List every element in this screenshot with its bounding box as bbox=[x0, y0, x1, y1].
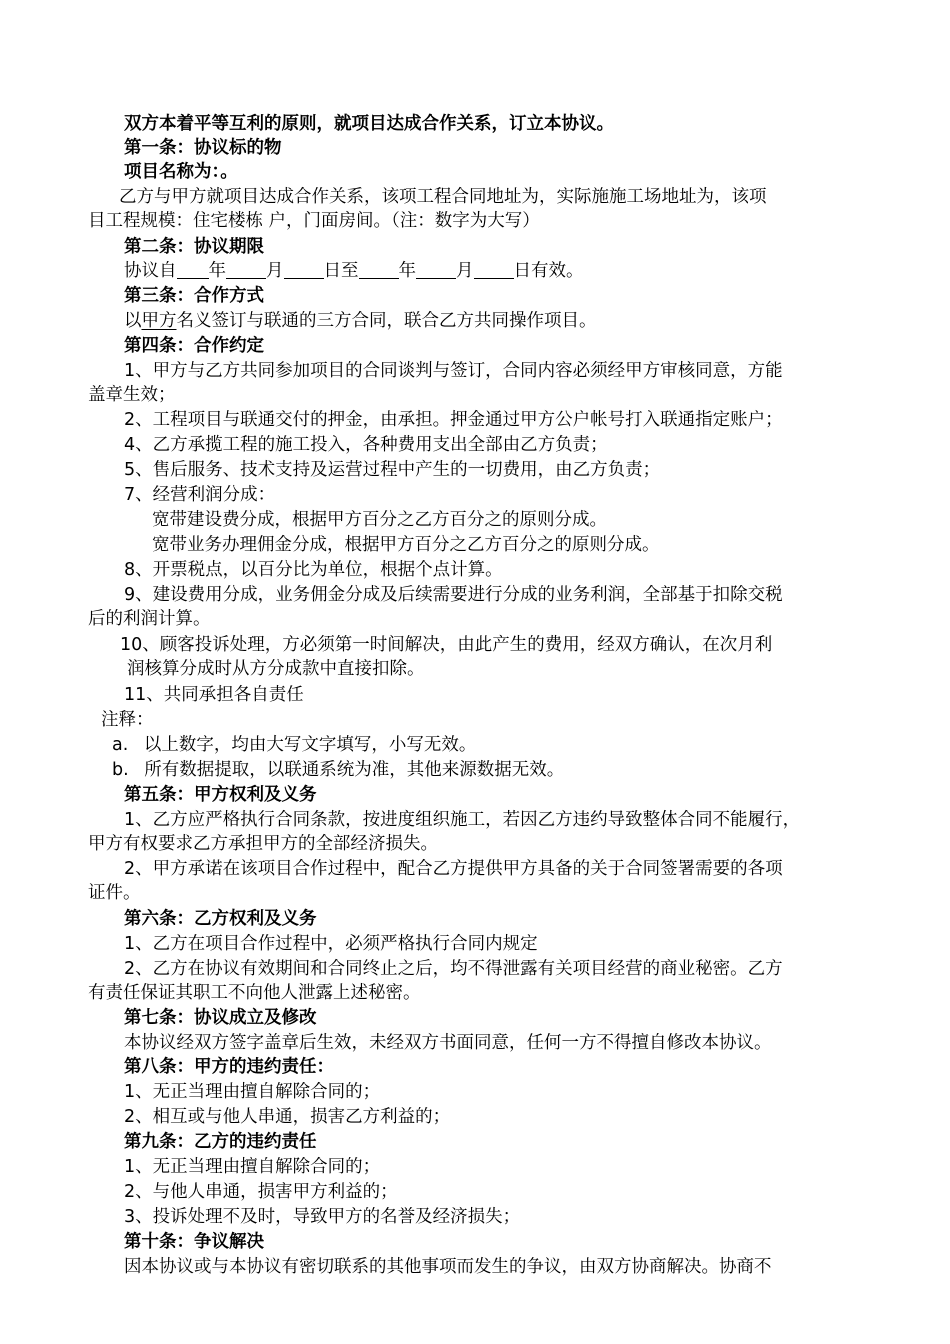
article-4-item-5: 5、售后服务、技术支持及运营过程中产生的一切费用，由乙方负责； bbox=[124, 460, 661, 480]
agreement-period-line bbox=[124, 259, 584, 283]
article-9-title: 第九条：乙方的违约责任 bbox=[124, 1132, 317, 1152]
end-day-label: 日 bbox=[513, 261, 531, 281]
article-4-item-10-line-1: 10、顾客投诉处理，方必须第一时间解决，由此产生的费用，经双方确认，在次月利 bbox=[120, 635, 773, 655]
article-7-paragraph: 本协议经双方签字盖章后生效，未经双方书面同意，任何一方不得擅自修改本协议。 bbox=[124, 1033, 772, 1053]
period-prefix: 协议自 bbox=[124, 261, 177, 281]
note-b-marker: b. bbox=[112, 760, 129, 780]
end-day-blank[interactable] bbox=[474, 259, 514, 279]
article-10-title: 第十条：争议解决 bbox=[124, 1232, 264, 1252]
article-6-item-2-line-1: 2、乙方在协议有效期间和合同终止之后，均不得泄露有关项目经营的商业秘密。乙方 bbox=[124, 959, 783, 979]
article-4-item-2: 2、工程项目与联通交付的押金，由承担。押金通过甲方公户帐号打入联通指定账户； bbox=[124, 410, 783, 430]
article-9-item-3: 3、投诉处理不及时，导致甲方的名誉及经济损失； bbox=[124, 1207, 521, 1227]
end-month-blank[interactable] bbox=[416, 259, 456, 279]
project-name-line: 项目名称为：。 bbox=[124, 162, 238, 182]
article-4-item-9-line-2: 后的利润计算。 bbox=[88, 609, 211, 629]
note-a-marker: a. bbox=[112, 735, 129, 755]
article-7-title: 第七条：协议成立及修改 bbox=[124, 1008, 317, 1028]
article-3-title: 第三条：合作方式 bbox=[124, 286, 264, 306]
article-6-item-1: 1、乙方在项目合作过程中，必须严格执行合同内规定 bbox=[124, 934, 538, 954]
start-month-blank[interactable] bbox=[226, 259, 266, 279]
article-9-item-2: 2、与他人串通，损害甲方利益的； bbox=[124, 1182, 398, 1202]
article-6-title: 第六条：乙方权利及义务 bbox=[124, 909, 317, 929]
article-1-paragraph-line-1: 乙方与甲方就项目达成合作关系，该项工程合同地址为，实际施施工场地址为，该项 bbox=[119, 187, 767, 207]
end-year-blank[interactable] bbox=[359, 259, 399, 279]
note-a-text: 以上数字，均由大写文字填写，小写无效。 bbox=[143, 735, 477, 755]
note-b bbox=[112, 758, 564, 782]
note-b-text: 所有数据提取，以联通系统为准，其他来源数据无效。 bbox=[144, 760, 565, 780]
article-5-item-1-line-2: 甲方有权要求乙方承担甲方的全部经济损失。 bbox=[88, 834, 438, 854]
period-suffix: 有效。 bbox=[531, 261, 584, 281]
party-a-underlined: 甲方 bbox=[141, 311, 177, 331]
article-5-title: 第五条：甲方权利及义务 bbox=[124, 785, 317, 805]
start-day-label: 日 bbox=[323, 261, 341, 281]
end-year-label: 年 bbox=[398, 261, 416, 281]
article-4-item-11: 11、共同承担各自责任 bbox=[124, 685, 304, 705]
article-4-item-4: 4、乙方承揽工程的施工投入，各种费用支出全部由乙方负责； bbox=[124, 435, 608, 455]
start-year-blank[interactable] bbox=[177, 259, 209, 279]
period-to: 至 bbox=[341, 261, 359, 281]
notes-title: 注释： bbox=[101, 710, 154, 730]
article-5-item-2-line-2: 证件。 bbox=[88, 883, 141, 903]
start-year-label: 年 bbox=[208, 261, 226, 281]
intro-text: 双方本着平等互利的原则，就项目达成合作关系，订立本协议。 bbox=[124, 114, 614, 134]
article-4-item-7-sub-a: 宽带建设费分成，根据甲方百分之乙方百分之的原则分成。 bbox=[152, 510, 607, 530]
cooperation-post: 名义签订与联通的三方合同，联合乙方共同操作项目。 bbox=[176, 311, 597, 331]
article-2-title: 第二条：协议期限 bbox=[124, 237, 264, 257]
article-4-item-1-line-2: 盖章生效； bbox=[88, 385, 176, 405]
article-4-item-1-line-1: 1、甲方与乙方共同参加项目的合同谈判与签订，合同内容必须经甲方审核同意，方能 bbox=[124, 361, 783, 381]
article-4-item-8: 8、开票税点，以百分比为单位，根据个点计算。 bbox=[124, 560, 503, 580]
article-8-title: 第八条：甲方的违约责任： bbox=[124, 1057, 334, 1077]
article-6-item-2-line-2: 有责任保证其职工不向他人泄露上述秘密。 bbox=[88, 983, 421, 1003]
article-10-paragraph: 因本协议或与本协议有密切联系的其他事项而发生的争议，由双方协商解决。协商不 bbox=[124, 1257, 772, 1277]
start-day-blank[interactable] bbox=[284, 259, 324, 279]
article-4-title: 第四条：合作约定 bbox=[124, 336, 264, 356]
cooperation-pre: 以 bbox=[124, 311, 142, 331]
article-9-item-1: 1、无正当理由擅自解除合同的； bbox=[124, 1157, 381, 1177]
note-a bbox=[112, 733, 476, 757]
article-1-title: 第一条：协议标的物 bbox=[124, 138, 282, 158]
end-month-label: 月 bbox=[456, 261, 474, 281]
article-4-item-7: 7、经营利润分成： bbox=[124, 485, 276, 505]
article-5-item-1-line-1: 1、乙方应严格执行合同条款，按进度组织施工，若因乙方违约导致整体合同不能履行， bbox=[124, 810, 801, 830]
article-8-item-1: 1、无正当理由擅自解除合同的； bbox=[124, 1082, 381, 1102]
start-month-label: 月 bbox=[266, 261, 284, 281]
cooperation-method-line bbox=[124, 309, 597, 333]
article-4-item-7-sub-b: 宽带业务办理佣金分成，根据甲方百分之乙方百分之的原则分成。 bbox=[152, 535, 660, 555]
article-4-item-9-line-1: 9、建设费用分成，业务佣金分成及后续需要进行分成的业务利润，全部基于扣除交税 bbox=[124, 585, 783, 605]
article-4-item-10-line-2: 润核算分成时从方分成款中直接扣除。 bbox=[127, 659, 425, 679]
article-1-paragraph-line-2: 目工程规模：住宅楼栋 户，门面房间。（注：数字为大写） bbox=[88, 211, 540, 231]
article-5-item-2-line-1: 2、甲方承诺在该项目合作过程中，配合乙方提供甲方具备的关于合同签署需要的各项 bbox=[124, 859, 783, 879]
article-8-item-2: 2、相互或与他人串通，损害乙方利益的； bbox=[124, 1107, 451, 1127]
